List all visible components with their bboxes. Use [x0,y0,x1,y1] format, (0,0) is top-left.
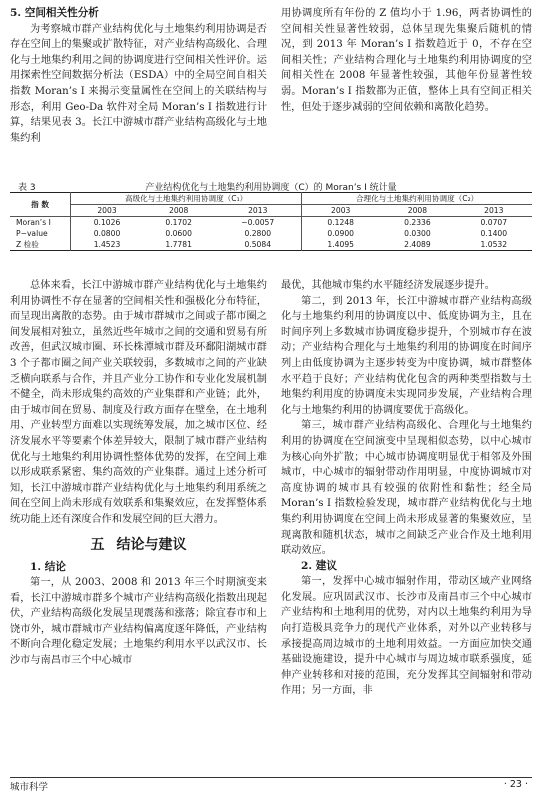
table-row [10,239,532,251]
subsection-heading-conclusion: 1. 结论 [30,560,66,573]
page-number: · 23 · [503,779,528,790]
table-number: 表 3 [18,183,36,193]
footer-rule [10,777,532,778]
table-cell: 0.1248 [302,217,380,229]
paragraph: 第二，到 2013 年，长江中游城市群产业结构高级化与土地集约利用的协调度以中、低度协调为主，且在时间序列上多数城市协调度稳步提升，个别城市存在波动；产业结构合理化与土地集约利用的协调度在时间序列上由低度协调为主逐步转变为中度协调，城市群整体水平趋于良好；产业结构优化包含的两种类型指数与土地集约利用度的协调度未实现同步发展，产业结构合理化与土地集约利用的协调度要优于高级化。 [281,295,532,416]
paragraph: 第一，发挥中心城市辐射作用，带动区域产业网络化发展。应巩固武汉市、长沙市及南昌市三个中心城市产业结构和土地利用的优势，对内以土地集约利用为导向打造极具竞争力的现代产业体系，对外以产业转移与承接提高周边城市的土地利用效益。一方面应加快交通基础设施建设，提升中心城市与周边城市联系强度，延伸产业转移和对接的范围，充分发挥其空间辐射和带动作用；另一方面，非 [281,576,532,697]
table-year-header: 2003 [302,205,380,217]
column-bottom-left [10,278,267,669]
table-year-header: 2013 [484,206,504,215]
table-cell: 2.4089 [404,240,431,249]
table-cell: 0.0800 [71,228,143,239]
subsection-heading-suggestions: 2. 建议 [301,559,337,572]
table-title: 产业结构优化与土地集约利用协调度（C）的 Moran’s I 统计量 [145,183,397,193]
table-cell: 0.2800 [244,229,272,238]
table-cell: 0.1702 [165,218,192,227]
section-heading [10,536,267,554]
table-cell: 1.4523 [71,239,143,251]
journal-name: 城市科学 [10,782,49,793]
table-cell: 0.0900 [302,228,380,239]
section-number: 五 [90,536,105,553]
table-3 [10,178,532,251]
table-year-header: 2008 [168,206,189,215]
paragraph: 第三，城市群产业结构高级化、合理化与土地集约利用的协调度在空间演变中呈现相似态势，以中心城市为核心向外扩散；中心城市协调度明显优于相邻及外围城市，中心城市的辐射带动作用明显，中度协调城市对高度协调的城市具有较强的依附性和黏性；经全局 Moran’s I 指数检验发现，城市群产业结构优化与土地集约利用协调度在空间上尚未形成显著的集聚效应，呈现离散和随机状态，城市之间缺乏产业合作及土地利用联动效应。 [281,420,532,557]
paragraph: 用协调度所有年份的 Z 值均小于 1.96，两者协调性的空间相关性显著性较弱，总体呈现先集聚后随机的情况，到 2013 年 Moran’s I 指数趋近于 0，不存在空间相关性；产业结构合理化与土地集约利用协调度的空间相关性在 2008 年显著性较强，其他年份显著性较弱。Moran’s I 指数都为正值，整体上具有空间正相关性，但处于逐步减弱的空间依赖和离散化趋势。 [281,8,532,113]
table-caption [10,178,532,192]
table-cell: 0.5084 [244,240,272,249]
column-top-left [10,6,267,146]
table-stub-header: 指 数 [10,193,71,217]
paragraph: 为考察城市群产业结构优化与土地集约利用协调是否存在空间上的集聚或扩散特征，对产业结构高级化、合理化与土地集约利用之间的协调度进行空间相关性评价。运用探索性空间数据分析法（ESDA）中的全局空间自相关指数 Moran’s I 来揭示变量属性在空间上的关联结构与形态，利用 Geo-Da 软件对全局 Moran’s I 指数进行计算，结果见表 3。长江中游城市群产业结构高级化与土地集约利 [10,23,267,144]
moran-table [10,192,532,251]
table-year-row [10,205,532,217]
table-row-label: Moran’s I [16,218,51,227]
table-cell: 1.7781 [165,240,192,249]
table-year-header: 2003 [71,205,143,217]
page-footer [10,777,532,791]
paragraph: 最优，其他城市集约水平随经济发展逐步提升。 [281,280,495,291]
table-year-header: 2008 [407,206,428,215]
column-top-right [281,6,532,115]
table-year-header: 2013 [248,206,268,215]
table-cell: 1.0532 [480,240,508,249]
table-group-header: 高级化与土地集约利用协调度（C₁） [71,193,302,205]
table-cell: 0.1400 [480,229,508,238]
table-cell: 0.2336 [404,218,431,227]
table-row [10,217,532,229]
table-row-label: P−value [16,229,48,238]
table-body [10,217,532,251]
table-row-label: Z 检验 [16,240,39,249]
section-title: 结论与建议 [116,536,187,553]
paragraph: 总体来看，长江中游城市群产业结构优化与土地集约利用协调性不存在显著的空间相关性和强极化分布特征，而呈现出离散的态势。由于城市群城市之间或子都市圈之间发展相对独立，虽然近些年城市之间的交通和贸易有所改善，但武汉城市圈、环长株潭城市群及环鄱阳湖城市群 3 个子都市圈之间产业关联较弱，多数城市之间的产业缺乏横向联系与合作，并且产业分工协作和专业化发展机制不健全，尚未形成集约高效的产业集群和产业链；此外，由于城市间在贸易、制度及行政方面存在壁垒，在土地利用、产业转型方面难以实现统筹发展，加之城市区位、经济发展水平等要素个体差异较大，限制了城市群产业结构优化与土地集约利用协调性整体优势的发挥，在空间上难以形成联系紧密、集约高效的产业集群。通过上述分析可知，长江中游城市群产业结构优化与土地集约利用系统之间在空间上尚未形成有效联系和集聚效应，在发挥整体系统功能上还有深度合作和发展空间的巨大潜力。 [10,280,267,525]
table-cell: 0.0300 [404,229,431,238]
subsection-heading-spatial-correlation: 5. 空间相关性分析 [10,7,99,19]
table-row [10,228,532,239]
table-cell: 1.4095 [302,239,380,251]
table-cell: 0.1026 [71,217,143,229]
table-cell: 0.0707 [480,218,508,227]
column-bottom-right [281,278,532,699]
paragraph: 第一，从 2003、2008 和 2013 年三个时期演变来看，长江中游城市群多个城市产业结构高级化指数出现起伏，产业结构高级化发展呈现震荡和涨落；除宜春市和上饶市外，城市群城市产业结构偏离度逐年降低，产业结构不断向合理化稳定发展；土地集约利用水平以武汉市、长沙市与南昌市三个中心城市 [10,577,267,667]
table-cell: −0.0057 [241,218,275,227]
table-cell: 0.0600 [165,229,192,238]
table-group-header: 合理化与土地集约利用协调度（C₂） [302,193,532,205]
